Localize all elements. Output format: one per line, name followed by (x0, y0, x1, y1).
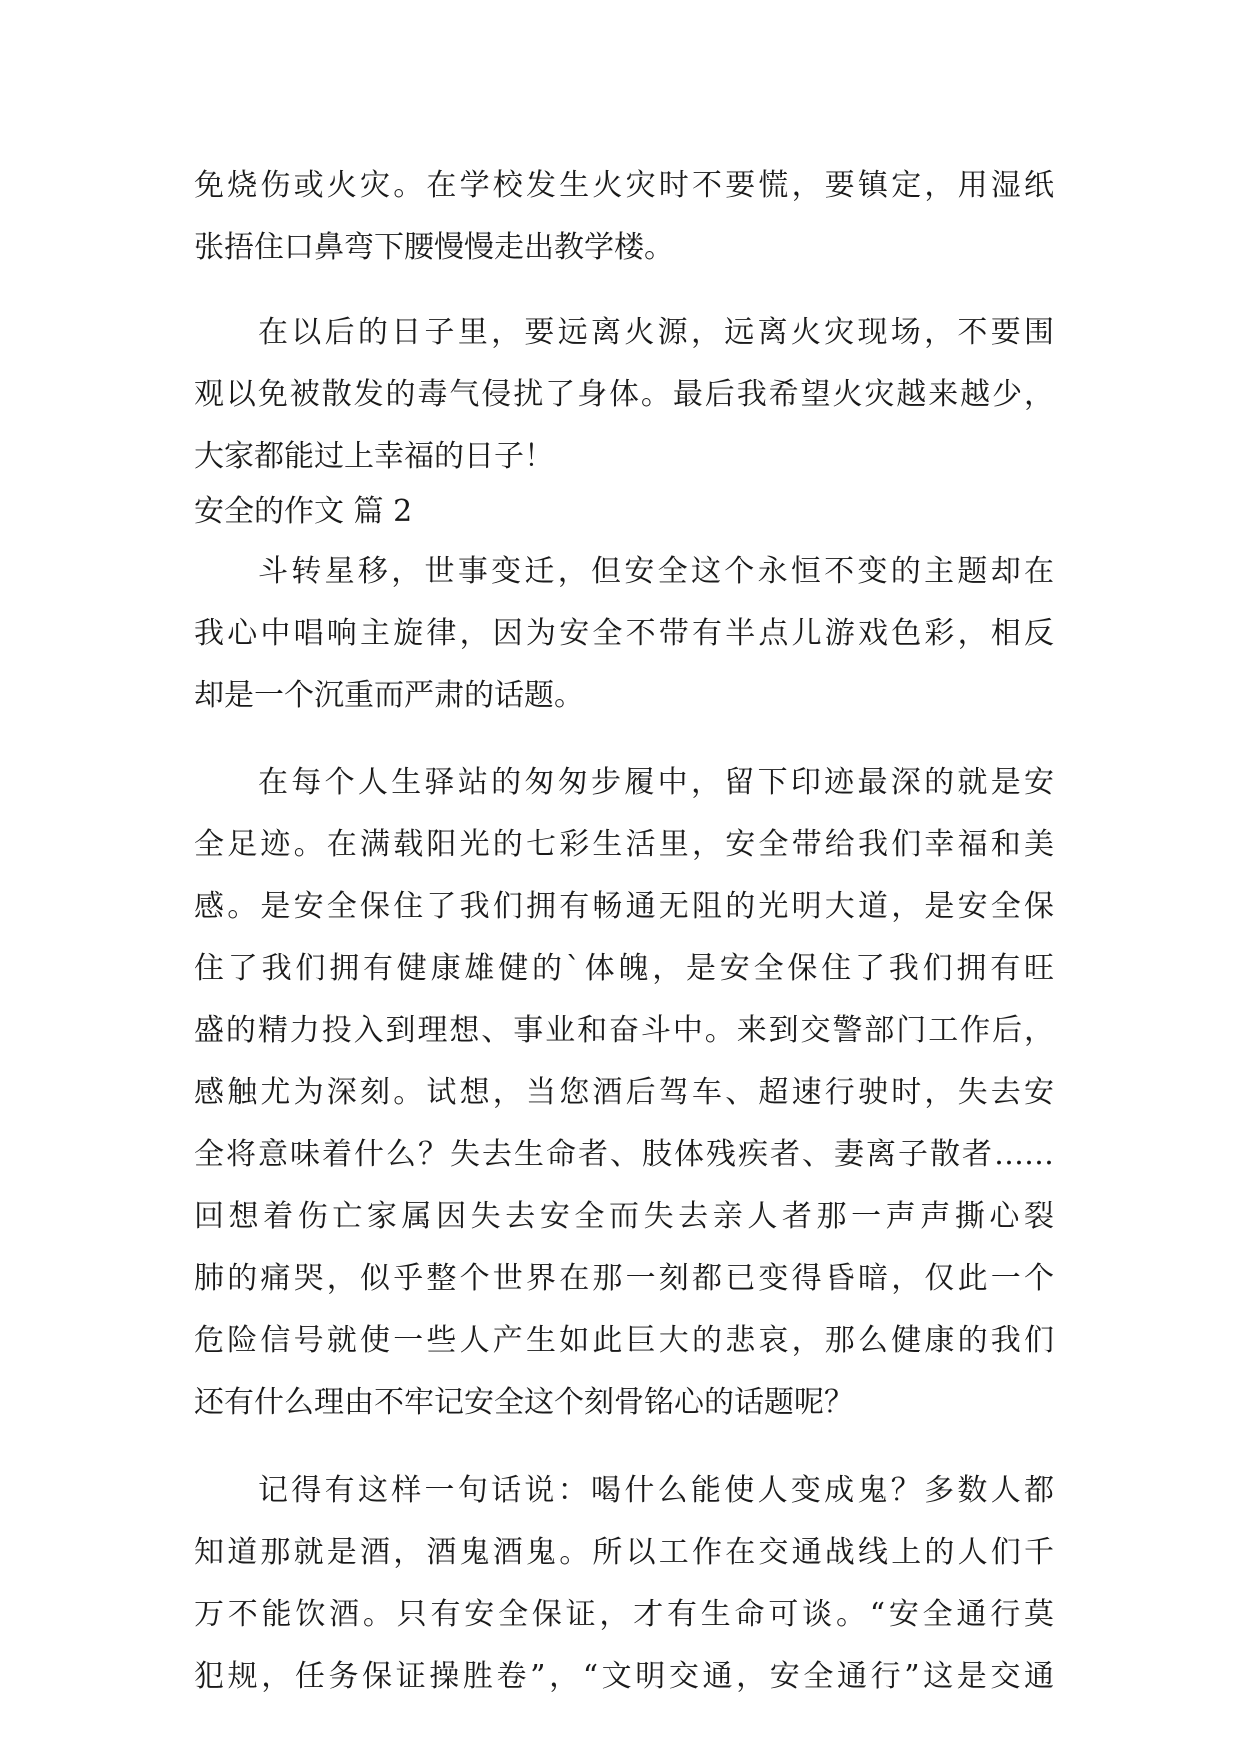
paragraph-line: 斗转星移，世事变迁，但安全这个永恒不变的主题却在 (258, 554, 1054, 589)
paragraph-line: 肺的痛哭，似乎整个世界在那一刻都已变得昏暗，仅此一个 (194, 1261, 1054, 1296)
paragraph-line: 张捂住口鼻弯下腰慢慢走出教学楼。 (194, 230, 674, 265)
paragraph-line: 盛的精力投入到理想、事业和奋斗中。来到交警部门工作后， (194, 1013, 1054, 1048)
paragraph-line: 全足迹。在满载阳光的七彩生活里，安全带给我们幸福和美 (194, 827, 1054, 862)
paragraph-line: 免烧伤或火灾。在学校发生火灾时不要慌，要镇定，用湿纸 (194, 168, 1054, 203)
paragraph-line: 感。是安全保住了我们拥有畅通无阻的光明大道，是安全保 (194, 889, 1054, 924)
paragraph-line: 在以后的日子里，要远离火源，远离火灾现场，不要围 (258, 315, 1054, 350)
paragraph-line: 万不能饮酒。只有安全保证，才有生命可谈。“安全通行莫 (194, 1597, 1054, 1632)
paragraph-line: 我心中唱响主旋律，因为安全不带有半点儿游戏色彩，相反 (194, 616, 1054, 651)
paragraph-line: 全将意味着什么？失去生命者、肢体残疾者、妻离子散者…… (194, 1137, 1054, 1172)
paragraph-line: 在每个人生驿站的匆匆步履中，留下印迹最深的就是安 (258, 765, 1054, 800)
paragraph-line: 住了我们拥有健康雄健的`体魄，是安全保住了我们拥有旺 (194, 951, 1054, 986)
section-heading: 安全的作文 篇 2 (194, 494, 413, 529)
paragraph-line: 大家都能过上幸福的日子！ (194, 439, 554, 474)
paragraph-line: 观以免被散发的毒气侵扰了身体。最后我希望火灾越来越少， (194, 377, 1054, 412)
paragraph-line: 危险信号就使一些人产生如此巨大的悲哀，那么健康的我们 (194, 1323, 1054, 1358)
paragraph-line: 感触尤为深刻。试想，当您酒后驾车、超速行驶时，失去安 (194, 1075, 1054, 1110)
paragraph-line: 犯规，任务保证操胜卷”，“文明交通，安全通行”这是交通 (194, 1659, 1054, 1694)
paragraph-line: 知道那就是酒，酒鬼酒鬼。所以工作在交通战线上的人们千 (194, 1535, 1054, 1570)
paragraph-line: 还有什么理由不牢记安全这个刻骨铭心的话题呢？ (194, 1385, 854, 1420)
paragraph-line: 记得有这样一句话说：喝什么能使人变成鬼？多数人都 (258, 1473, 1054, 1508)
paragraph-line: 回想着伤亡家属因失去安全而失去亲人者那一声声撕心裂 (194, 1199, 1054, 1234)
paragraph-line: 却是一个沉重而严肃的话题。 (194, 678, 584, 713)
